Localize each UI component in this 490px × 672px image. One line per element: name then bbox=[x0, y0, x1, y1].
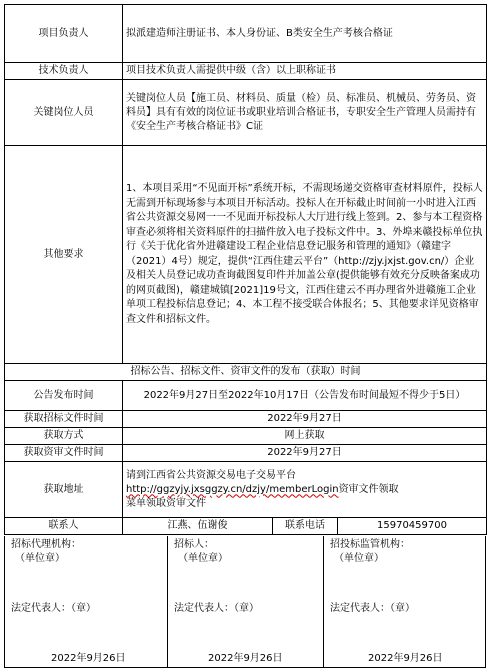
key-staff-value: 关键岗位人员【施工员、材料员、质量（检）员、标准员、机械员、劳务员、资料员】具有有效的岗位证书或职业培训合格证书，专职安全生产管理人员需持有《安全生产考核合格证书》C证 bbox=[123, 80, 487, 146]
signature-section bbox=[4, 536, 486, 668]
row-tech-leader bbox=[5, 63, 487, 80]
row-other bbox=[5, 146, 487, 364]
project-leader-value: 拟派建造师注册证书、本人身份证、B类安全生产考核合格证 bbox=[123, 5, 487, 63]
signature-date: 2022年9月26日 bbox=[208, 653, 283, 664]
key-staff-label: 关键岗位人员 bbox=[5, 80, 123, 146]
signature-agency bbox=[5, 536, 167, 667]
signature-seal: （单位章） bbox=[178, 553, 228, 564]
signature-title: 招标人： bbox=[174, 539, 214, 550]
get-address-value bbox=[123, 462, 487, 518]
signature-seal: （单位章） bbox=[15, 553, 65, 564]
row-get-address bbox=[5, 462, 487, 518]
row-bid-docs-time bbox=[5, 411, 487, 428]
signature-tenderer bbox=[168, 536, 323, 667]
row-project-leader bbox=[5, 5, 487, 63]
row-get-method bbox=[5, 428, 487, 445]
section-title: 招标公告、招标文件、资审文件的发布（获取）时间 bbox=[5, 364, 487, 381]
publish-value: 2022年9月27日至2022年10月17日（公告发布时间最短不得少于5日） bbox=[123, 381, 487, 411]
bid-docs-time-value: 2022年9月27日 bbox=[123, 411, 487, 428]
bid-docs-time-label: 获取招标文件时间 bbox=[5, 411, 123, 428]
signature-rep: 法定代表人：（章） bbox=[11, 603, 96, 614]
get-address-line1: 请到江西省公共资源交易电子交易平台 bbox=[126, 469, 296, 481]
other-value: 1、本项目采用“不见面开标”系统开标，不需现场递交资格审查材料原件，投标人无需到开标现场参与本项目开标活动。投标人在开标截止时间前一小时进入江西省公共资源交易网一一不见面开标投标人大厅进行线上签到。2、参与本工程资格审查必须将相关资料原件的扫描件放入电子投标文件中。3、外埠来赣投标单位执行《关于优化省外进赣建设工程企业信息登记服务和管理的通知》（赣建字（2021）4号）规定，提供“江西住建云平台”（http://zjy.jxjst.gov.cn/）企业及相关人员登记成功查询截图复印件并加盖公章(提供能够有效充分反映备案成功的网页截图)，赣建城镇[2021]19号文，江西住建云不再办理省外进赣施工企业单项工程投标信息登记；4、本工程不接受联合体报名；5、其他要求详见资格审查文件和招标文件。 bbox=[123, 146, 487, 364]
signature-rep: 法定代表人：（章） bbox=[330, 603, 415, 614]
get-address-line3: 菜单领取资审文件 bbox=[126, 497, 206, 509]
signature-date: 2022年9月26日 bbox=[51, 653, 126, 664]
row-section-title bbox=[5, 364, 487, 381]
signature-regulator bbox=[324, 536, 486, 667]
contact-value: 江燕、伍谢俊 bbox=[123, 518, 273, 535]
tech-leader-label: 技术负责人 bbox=[5, 63, 123, 80]
signature-title: 招投标监管机构： bbox=[330, 539, 410, 550]
row-publish bbox=[5, 381, 487, 411]
qual-docs-time-label: 获取资审文件时间 bbox=[5, 445, 123, 462]
phone-label: 联系电话 bbox=[273, 518, 338, 535]
signature-date: 2022年9月26日 bbox=[368, 653, 443, 664]
phone-value: 15970459700 bbox=[338, 518, 487, 535]
row-contact bbox=[5, 518, 487, 535]
publish-label: 公告发布时间 bbox=[5, 381, 123, 411]
signature-seal: （单位章） bbox=[334, 553, 384, 564]
tech-leader-value: 项目技术负责人需提供中级（含）以上职称证书 bbox=[123, 63, 487, 80]
get-address-line2 bbox=[126, 483, 483, 497]
qual-docs-time-value: 2022年9月27日 bbox=[123, 445, 487, 462]
project-leader-label: 项目负责人 bbox=[5, 5, 123, 63]
document bbox=[4, 4, 486, 668]
contact-label: 联系人 bbox=[5, 518, 123, 535]
row-qual-docs-time bbox=[5, 445, 487, 462]
get-address-label: 获取地址 bbox=[5, 462, 123, 518]
signature-title: 招标代理机构： bbox=[11, 539, 81, 550]
get-address-suffix: 资审文件领取 bbox=[338, 483, 399, 495]
other-label: 其他要求 bbox=[5, 146, 123, 364]
signature-rep: 法定代表人：（章） bbox=[174, 603, 259, 614]
row-key-staff bbox=[5, 80, 487, 146]
get-method-value: 网上获取 bbox=[123, 428, 487, 445]
get-method-label: 获取方式 bbox=[5, 428, 123, 445]
notice-table bbox=[4, 4, 487, 535]
get-address-url[interactable]: http://ggzyjy.jxsggzy.cn/dzjy/memberLogin bbox=[126, 483, 339, 495]
